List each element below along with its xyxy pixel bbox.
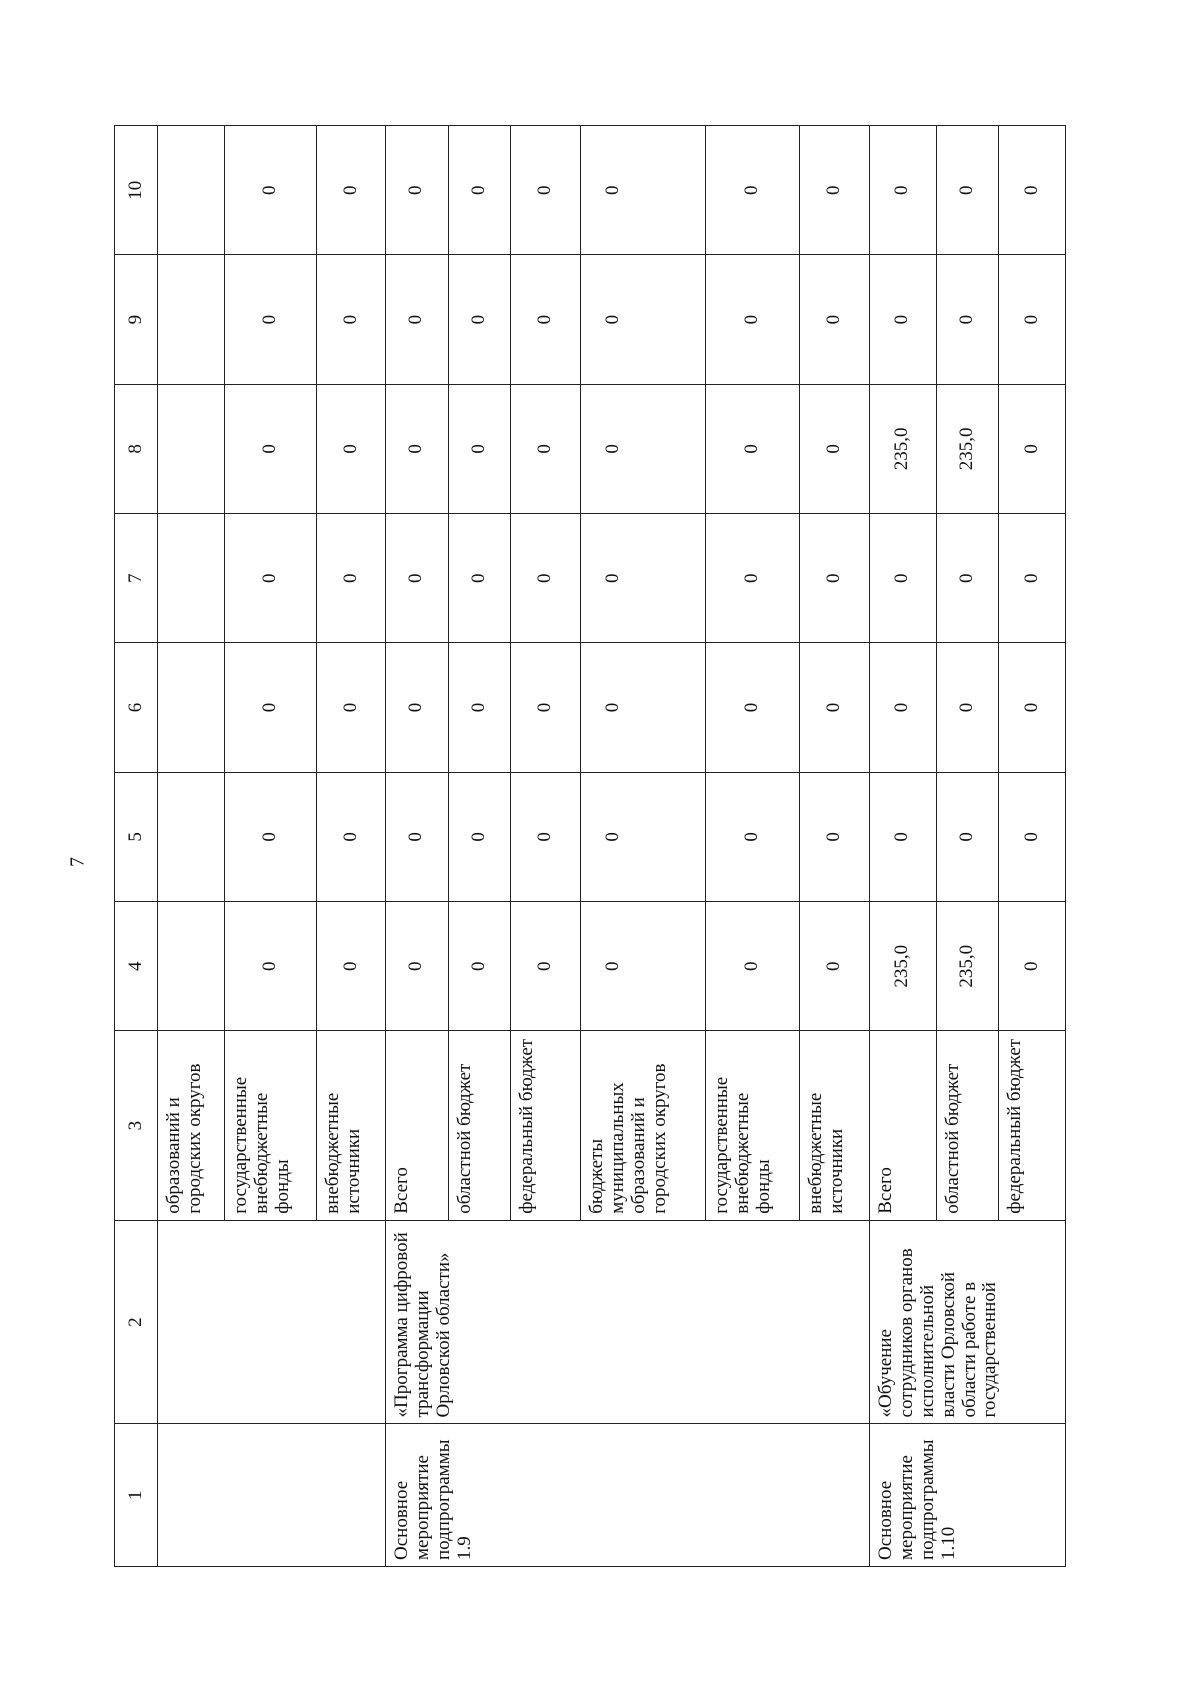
cell-source: Всего (386, 1031, 448, 1220)
cell-value: 0 (705, 643, 799, 772)
cell-program-staff-training: «Обучение сотрудников органов исполнительной власти Орловской области работе в государственной (869, 1220, 1065, 1424)
cell-value: 0 (448, 772, 510, 901)
cell-value: 235,0 (936, 384, 998, 513)
cell-value: 0 (869, 643, 936, 772)
cell-value: 235,0 (936, 902, 998, 1031)
cell-value: 0 (448, 514, 510, 643)
cell-value: 0 (448, 902, 510, 1031)
header-cell: 4 (115, 902, 158, 1031)
header-cell: 9 (115, 255, 158, 384)
cell-activity-1-9: Основное мероприятие подпрограммы 1.9 (386, 1424, 870, 1567)
cell-source: областной бюджет (936, 1031, 998, 1220)
cell-value: 0 (580, 772, 705, 901)
cell-source: образований и городских округов (158, 1031, 225, 1220)
cell-value: 0 (800, 643, 870, 772)
cell-value: 235,0 (869, 384, 936, 513)
cell-value: 0 (448, 126, 510, 255)
cell-value: 0 (705, 902, 799, 1031)
cell-empty (158, 126, 225, 255)
cell-value: 0 (225, 384, 317, 513)
cell-value: 0 (936, 772, 998, 901)
cell-value: 0 (448, 255, 510, 384)
cell-value: 0 (225, 772, 317, 901)
cell-value: 0 (999, 902, 1066, 1031)
cell-value: 0 (936, 643, 998, 772)
cell-value: 0 (448, 384, 510, 513)
header-row (115, 126, 158, 1567)
cell-program-digital-transformation: «Программа цифровой трансформации Орловской области» (386, 1220, 870, 1424)
cell-value: 0 (999, 514, 1066, 643)
cell-value: 0 (999, 643, 1066, 772)
cell-value: 0 (225, 643, 317, 772)
cell-value: 0 (800, 126, 870, 255)
header-cell: 3 (115, 1031, 158, 1220)
rotated-table-frame (114, 125, 1066, 1567)
cell-value: 0 (511, 126, 581, 255)
funding-table (114, 125, 1066, 1567)
cell-value: 0 (225, 126, 317, 255)
cell-source: федеральный бюджет (511, 1031, 581, 1220)
cell-value: 0 (386, 514, 448, 643)
cell-value: 0 (511, 514, 581, 643)
cell-value: 0 (225, 255, 317, 384)
cell-empty (158, 902, 225, 1031)
header-cell: 6 (115, 643, 158, 772)
cell-value: 0 (800, 384, 870, 513)
cell-value: 0 (511, 643, 581, 772)
cell-value: 0 (999, 772, 1066, 901)
cell-activity-1-10: Основное мероприятие подпрограммы 1.10 (869, 1424, 1065, 1567)
cell-empty (158, 384, 225, 513)
cell-value: 0 (511, 255, 581, 384)
cell-value: 0 (580, 255, 705, 384)
cell-value: 0 (511, 384, 581, 513)
cell-value: 0 (386, 643, 448, 772)
cell-value: 0 (386, 772, 448, 901)
cell-value: 0 (580, 902, 705, 1031)
cell-value: 0 (705, 384, 799, 513)
cell-empty (158, 514, 225, 643)
cell-value: 0 (999, 384, 1066, 513)
cell-value: 0 (800, 255, 870, 384)
header-cell: 10 (115, 126, 158, 255)
cell-empty (158, 1424, 386, 1567)
header-cell: 7 (115, 514, 158, 643)
cell-value: 0 (869, 255, 936, 384)
table-row (158, 126, 225, 1567)
cell-value: 235,0 (869, 902, 936, 1031)
header-cell: 2 (115, 1220, 158, 1424)
cell-value: 0 (317, 772, 386, 901)
cell-source: бюджеты муниципальных образований и городских округов (580, 1031, 705, 1220)
table-row (869, 126, 936, 1567)
header-cell: 8 (115, 384, 158, 513)
cell-value: 0 (386, 384, 448, 513)
page-number-text: 7 (66, 857, 89, 867)
cell-value: 0 (225, 514, 317, 643)
cell-value: 0 (317, 255, 386, 384)
cell-value: 0 (317, 126, 386, 255)
cell-value: 0 (936, 514, 998, 643)
cell-value: 0 (999, 255, 1066, 384)
cell-empty (158, 643, 225, 772)
cell-source: внебюджетные источники (800, 1031, 870, 1220)
cell-source: областной бюджет (448, 1031, 510, 1220)
cell-value: 0 (580, 126, 705, 255)
cell-value: 0 (999, 126, 1066, 255)
cell-source: внебюджетные источники (317, 1031, 386, 1220)
cell-empty (158, 1220, 386, 1424)
cell-value: 0 (511, 772, 581, 901)
cell-empty (158, 255, 225, 384)
cell-value: 0 (705, 514, 799, 643)
cell-value: 0 (936, 126, 998, 255)
cell-value: 0 (936, 255, 998, 384)
cell-source: государственные внебюджетные фонды (225, 1031, 317, 1220)
table-row (386, 126, 448, 1567)
cell-value: 0 (317, 643, 386, 772)
cell-value: 0 (705, 772, 799, 901)
cell-value: 0 (511, 902, 581, 1031)
header-cell: 1 (115, 1424, 158, 1567)
cell-value: 0 (580, 643, 705, 772)
cell-source: Всего (869, 1031, 936, 1220)
cell-value: 0 (386, 902, 448, 1031)
cell-value: 0 (705, 126, 799, 255)
cell-value: 0 (317, 384, 386, 513)
cell-value: 0 (869, 772, 936, 901)
cell-value: 0 (869, 514, 936, 643)
cell-empty (158, 772, 225, 901)
cell-value: 0 (448, 643, 510, 772)
cell-value: 0 (580, 514, 705, 643)
cell-value: 0 (800, 902, 870, 1031)
header-cell: 5 (115, 772, 158, 901)
cell-value: 0 (580, 384, 705, 513)
cell-value: 0 (705, 255, 799, 384)
cell-value: 0 (869, 126, 936, 255)
cell-value: 0 (225, 902, 317, 1031)
cell-value: 0 (800, 514, 870, 643)
cell-value: 0 (386, 126, 448, 255)
cell-value: 0 (317, 514, 386, 643)
cell-value: 0 (800, 772, 870, 901)
cell-value: 0 (317, 902, 386, 1031)
cell-source: государственные внебюджетные фонды (705, 1031, 799, 1220)
cell-value: 0 (386, 255, 448, 384)
cell-source: федеральный бюджет (999, 1031, 1066, 1220)
